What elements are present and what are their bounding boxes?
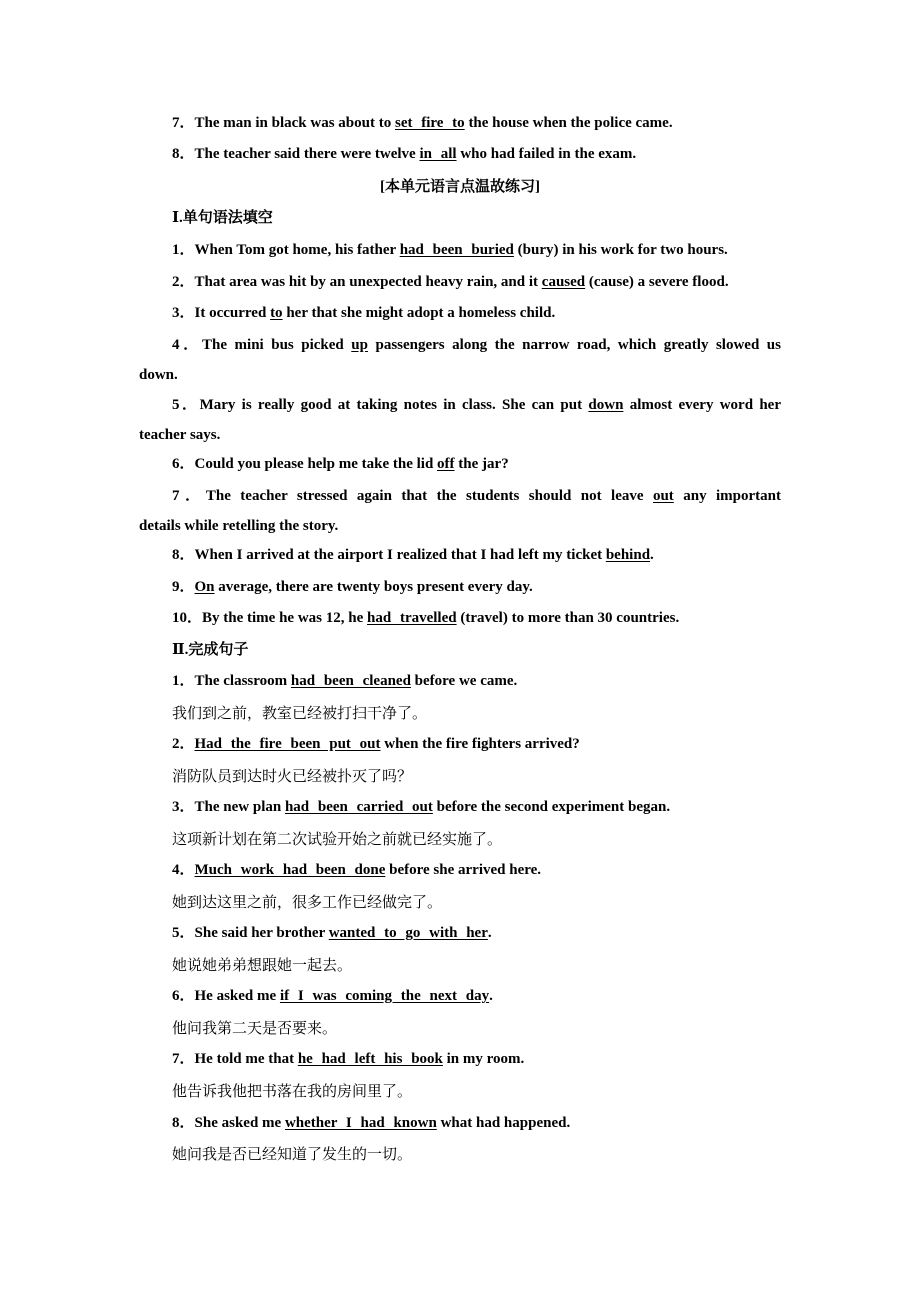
item-text-after: . [650,547,654,563]
item-text-before: She said her brother [194,925,329,941]
item-text-before: The teacher said there were twelve [194,146,420,162]
item-text-after: in my room. [442,1051,525,1067]
item-answer: had been buried [399,242,514,258]
item-number: 8． [172,1115,195,1131]
item-answer: out [652,488,674,504]
item-text-before: He asked me [194,988,280,1004]
item-number: 5． [172,397,200,413]
s1-item-8 [172,546,781,564]
item-text-after: average, there are twenty boys present every day. [214,579,533,595]
s2-item-8-translation: 她问我是否已经知道了发生的一切。 [172,1145,413,1163]
s1-item-5-cont: teacher says. [139,427,221,443]
item-number: 4． [172,337,203,353]
item-answer: caused [541,274,586,290]
item-text-after: before she arrived here. [385,862,542,878]
item-text-before: Mary is really good at taking notes in class. She can put [199,397,589,413]
s1-item-1 [172,241,781,259]
item-text-after: (cause) a severe flood. [585,274,729,290]
item-answer: off [437,456,455,472]
s2-item-8 [172,1114,781,1132]
item-text-before: When I arrived at the airport I realized that I had left my ticket [194,547,606,563]
item-text-before: When Tom got home, his father [194,242,400,258]
item-text-after: (travel) to more than 30 countries. [456,610,680,626]
item-answer: up [351,337,368,353]
item-answer: to [270,305,283,321]
item-text-before: It occurred [194,305,271,321]
item-text-before: By the time he was 12, he [202,610,368,626]
s2-item-3 [172,798,781,816]
review-heading: [本单元语言点温故练习] [380,179,540,195]
item-text-after: when the fire fighters arrived? [380,736,580,752]
item-answer: down [588,397,624,413]
item-text-after: her that she might adopt a homeless child. [282,305,556,321]
section2-heading: Ⅱ.完成句子 [172,642,249,658]
s2-item-5-translation: 她说她弟弟想跟她一起去。 [172,956,353,974]
item-number: 2． [172,736,195,752]
item-number: 7． [172,488,206,504]
item-number: 7． [172,1051,195,1067]
s1-item-6 [172,455,781,473]
item-text-after: the jar? [454,456,509,472]
s1-item-10 [172,609,781,627]
s1-item-7 [172,487,781,505]
s2-item-1 [172,672,781,690]
s2-item-6 [172,987,781,1005]
item-number: 1． [172,673,195,689]
item-number: 8． [172,146,195,162]
item-text-before: The man in black was about to [194,115,395,131]
item-text-before: The new plan [194,799,285,815]
item-number: 4． [172,862,195,878]
s2-item-2 [172,735,781,753]
item-text-before: He told me that [194,1051,298,1067]
partA-item-7 [172,114,781,132]
item-answer: had travelled [367,610,457,626]
s1-item-9 [172,578,781,596]
item-number: 9． [172,579,195,595]
item-number: 3． [172,799,195,815]
s2-item-3-translation: 这项新计划在第二次试验开始之前就已经实施了。 [172,830,503,848]
s1-item-3 [172,304,781,322]
item-text-after: passengers along the narrow road, which greatly slowed us [367,337,781,353]
item-text-after: the house when the police came. [464,115,673,131]
s2-item-6-translation: 他问我第二天是否要来。 [172,1019,338,1037]
item-number: 6． [172,988,195,1004]
item-number: 2． [172,274,195,290]
item-answer: had been cleaned [290,673,411,689]
s1-item-4-cont: down. [139,367,178,383]
item-text-after: before the second experiment began. [432,799,671,815]
item-text-after: . [487,925,492,941]
item-number: 3． [172,305,195,321]
item-text-before: That area was hit by an unexpected heavy rain, and it [194,274,542,290]
item-answer: behind [605,547,651,563]
s2-item-2-translation: 消防队员到达时火已经被扑灭了吗？ [172,767,413,785]
item-text-before: The teacher stressed again that the students should not leave [205,488,653,504]
s2-item-1-translation: 我们到之前，教室已经被打扫干净了。 [172,704,428,722]
s2-item-5 [172,924,781,942]
s2-item-7 [172,1050,781,1068]
item-number: 8． [172,547,195,563]
s2-item-4 [172,861,781,879]
item-number: 1． [172,242,195,258]
item-answer: Much work had been done [194,862,386,878]
item-answer: in all [419,146,457,162]
item-text-after: almost every word her [623,397,781,413]
s1-item-4 [172,336,781,354]
partA-item-8 [172,145,781,163]
item-number: 5． [172,925,195,941]
item-answer: he had left his book [297,1051,443,1067]
s1-item-7-cont: details while retelling the story. [139,518,339,534]
item-answer: whether I had known [284,1115,437,1131]
item-number: 6． [172,456,195,472]
item-text-before: The mini bus picked [202,337,352,353]
item-text-after: what had happened. [436,1115,571,1131]
item-number: 7． [172,115,195,131]
item-text-after: who had failed in the exam. [456,146,637,162]
item-text-before: Could you please help me take the lid [194,456,438,472]
item-text-after: . [489,988,493,1004]
item-number: 10． [172,610,203,626]
item-text-after: (bury) in his work for two hours. [513,242,728,258]
item-answer: set fire to [394,115,465,131]
s2-item-7-translation: 他告诉我他把书落在我的房间里了。 [172,1082,413,1100]
item-answer: On [194,579,215,595]
item-text-before: She asked me [194,1115,285,1131]
s1-item-5 [172,396,781,414]
item-text-before: The classroom [194,673,291,689]
item-answer: wanted to go with her [328,925,488,941]
item-text-after: before we came. [410,673,518,689]
item-text-after: any important [673,488,781,504]
s1-item-2 [172,273,781,291]
s2-item-4-translation: 她到达这里之前，很多工作已经做完了。 [172,893,443,911]
item-answer: had been carried out [284,799,433,815]
section1-heading: Ⅰ.单句语法填空 [172,210,273,226]
item-answer: if I was coming the next day [279,988,490,1004]
item-answer: Had the fire been put out [194,736,381,752]
